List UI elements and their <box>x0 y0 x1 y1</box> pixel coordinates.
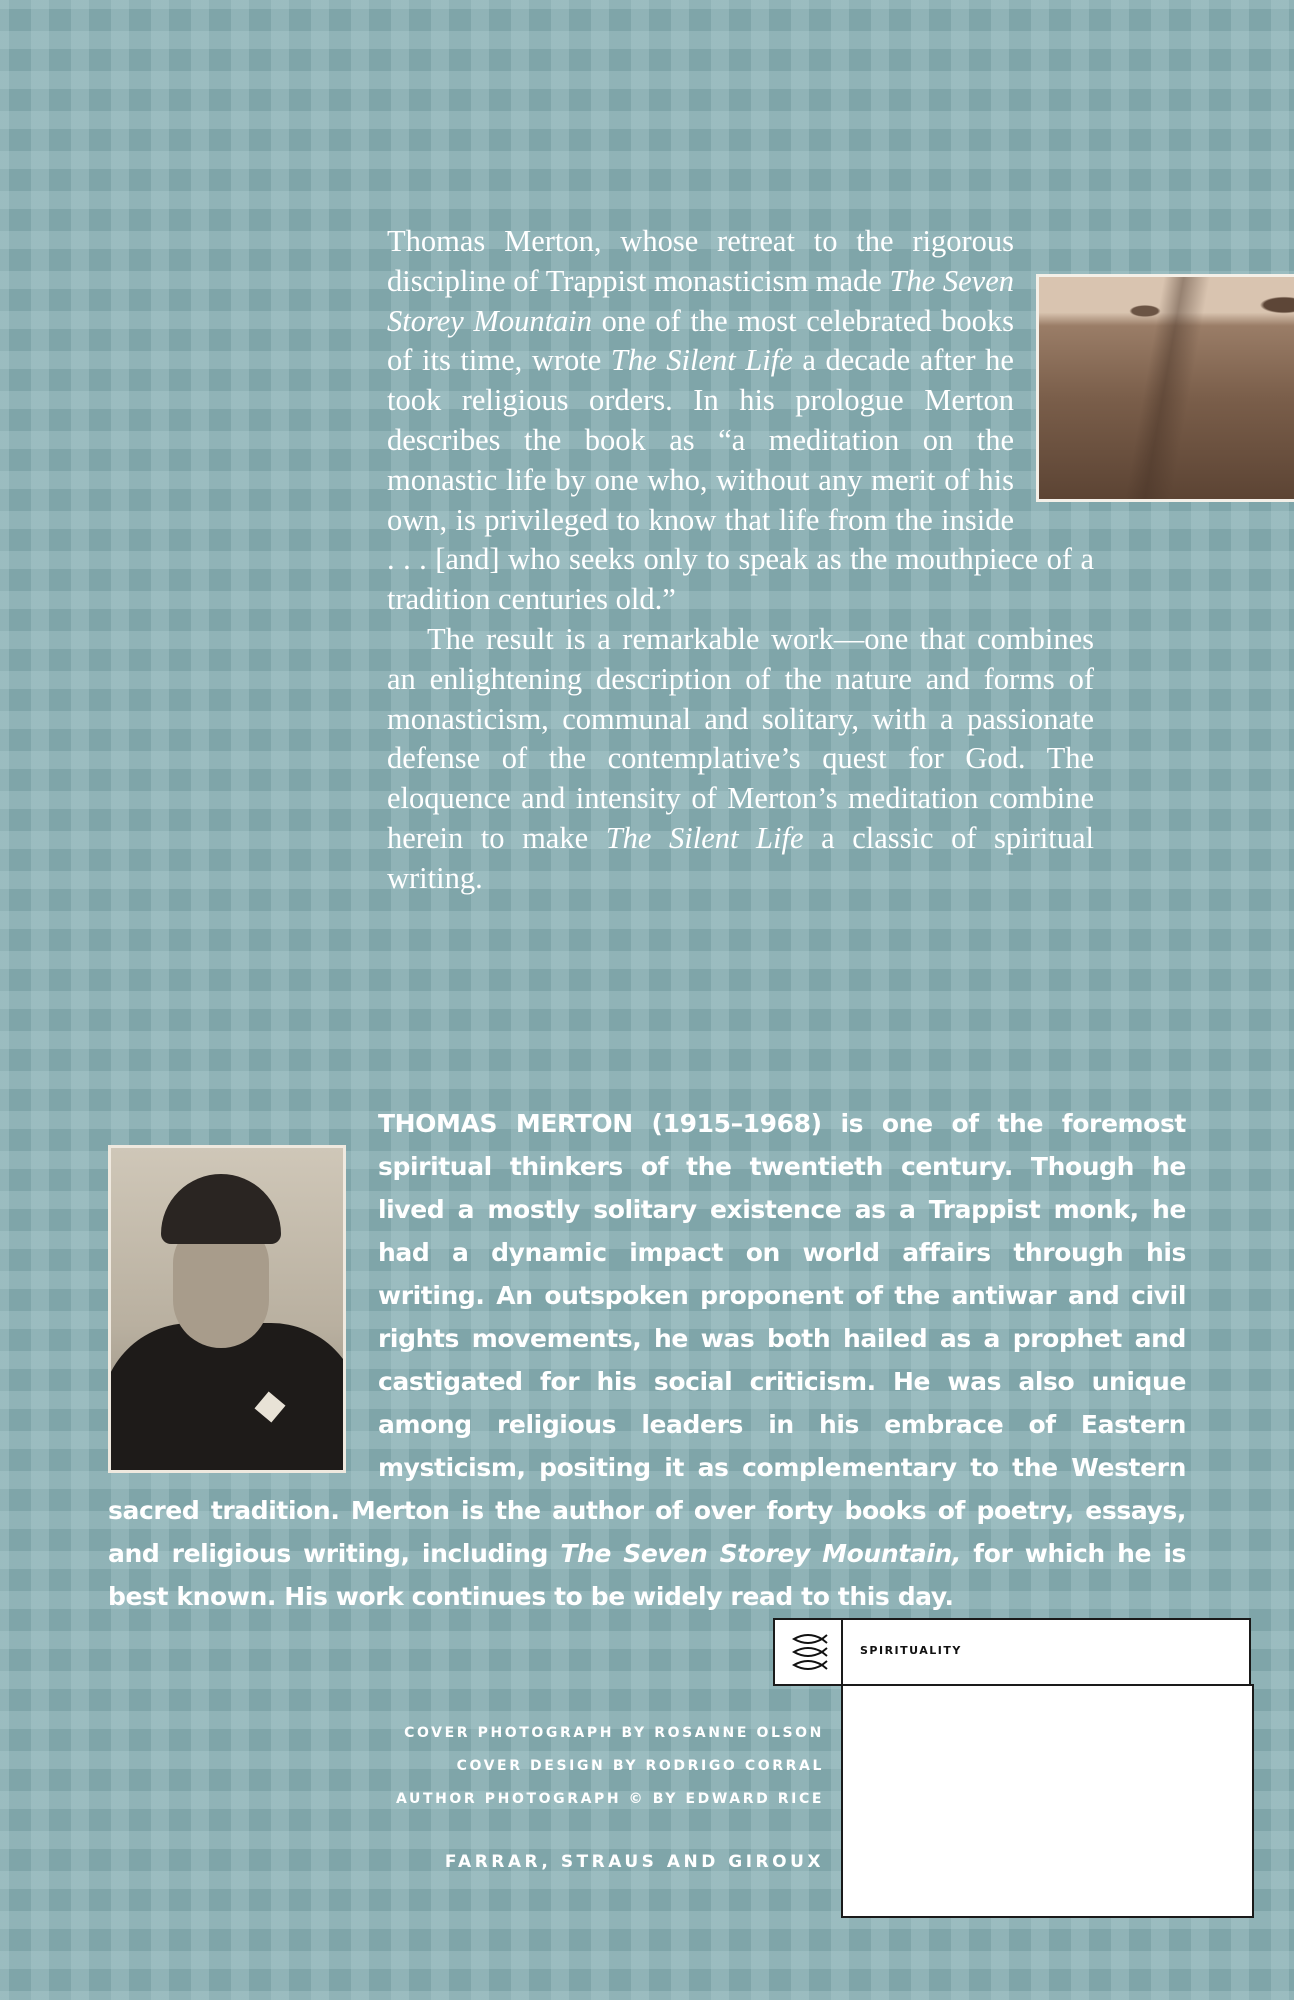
description-paragraph-1: Thomas Merton, whose retreat to the rigorous discipline of Trappist monasticism made The Seven Storey Mountain one of the most celebrated books of its time, wrote The Silent Life a decade after he took religious orders. In his prologue Merton describes the book as “a meditation on the monastic life by one who, without any merit of his own, is privileged to know that life from the inside . . . [and] who seeks only to speak as the mouthpiece of a tradition centuries old.” <box>387 224 1094 617</box>
category-sticker <box>773 1618 1251 1686</box>
fsg-fish-icon <box>775 1620 843 1684</box>
category-label: SPIRITUALITY <box>860 1644 962 1657</box>
book-description <box>387 222 1094 899</box>
author-bio-text: THOMAS MERTON (1915–1968) is one of the foremost spiritual thinkers of the twentieth century. Though he lived a mostly solitary existence as a Trappist monk, he had a dynamic impact on world affairs through his writing. An outspoken proponent of the antiwar and civil rights movements, he was both hailed as a prophet and castigated for his social criticism. He was also unique among religious leaders in his embrace of Eastern mysticism, positing it as complementary to the Western sacred tradition. Merton is the author of over forty books of poetry, essays, and religious writing, including The Seven Storey Mountain, for which he is best known. His work continues to be widely read to this day. <box>108 1109 1186 1611</box>
author-bio <box>108 1102 1186 1618</box>
author-photo-credit: AUTHOR PHOTOGRAPH © BY EDWARD RICE <box>395 1791 824 1807</box>
barcode-box <box>841 1684 1254 1918</box>
book-title: The Seven Storey Mountain <box>387 263 1014 338</box>
cover-design-credit: COVER DESIGN BY RODRIGO CORRAL <box>456 1758 824 1774</box>
author-photo <box>108 1145 346 1473</box>
credits <box>396 1717 824 1879</box>
cover-photo-credit: COVER PHOTOGRAPH BY ROSANNE OLSON <box>404 1725 824 1741</box>
book-title: The Seven Storey Mountain, <box>560 1539 961 1568</box>
book-title: The Silent Life <box>605 820 804 855</box>
publisher-name: FARRAR, STRAUS AND GIROUX <box>444 1852 824 1872</box>
cover-photo-field-road <box>1036 274 1294 502</box>
author-name-lead: THOMAS MERTON (1915–1968) <box>378 1109 822 1138</box>
book-title: The Silent Life <box>610 343 793 378</box>
description-paragraph-2: The result is a remarkable work—one that combines an enlightening description of the nature and forms of monasticism, communal and solitary, with a passionate defense of the contemplative’s quest for God. The eloquence and intensity of Merton’s meditation combine herein to make The Silent Life a classic of spiritual writing. <box>387 621 1095 895</box>
